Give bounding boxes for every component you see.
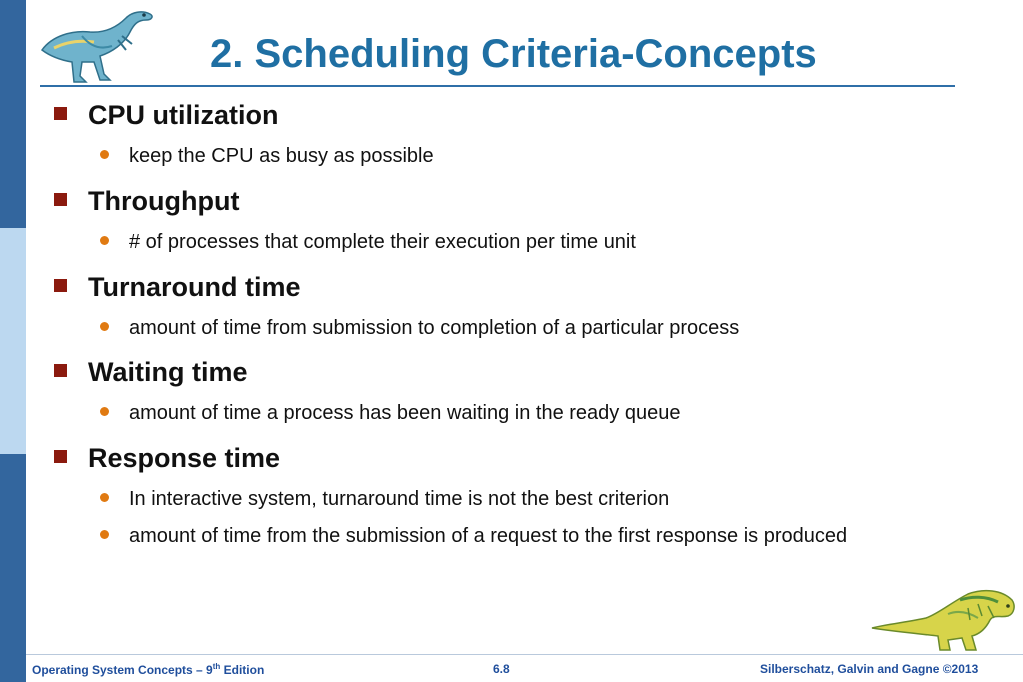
square-bullet-icon (54, 279, 67, 292)
left-sidebar-stripe (0, 0, 26, 682)
footer-book-title-text: Operating System Concepts – 9 (32, 663, 213, 677)
bullet-heading: Waiting time (88, 357, 248, 387)
sub-bullet-text: # of processes that complete their execution per time unit (129, 231, 636, 253)
title-underline (40, 85, 955, 87)
footer-edition-text: Edition (220, 663, 265, 677)
footer-superscript: th (212, 662, 221, 671)
sidebar-segment-top (0, 0, 26, 228)
footer-book-title (32, 662, 264, 677)
bullet-heading: Throughput (88, 186, 240, 216)
sub-bullet-text: amount of time from submission to completion of a particular process (129, 317, 740, 339)
bullet-heading: CPU utilization (88, 100, 279, 130)
circle-bullet-icon (100, 493, 109, 502)
circle-bullet-icon (100, 322, 109, 331)
square-bullet-icon (54, 364, 67, 377)
footer-page-number: 6.8 (493, 662, 510, 676)
sub-bullet (100, 486, 669, 512)
dinosaur-logo-icon (34, 6, 156, 86)
sidebar-segment-middle (0, 228, 26, 454)
bullet-waiting-time (54, 356, 248, 388)
footer-authors: Silberschatz, Galvin and Gagne ©2013 (760, 662, 979, 676)
circle-bullet-icon (100, 150, 109, 159)
bullet-turnaround-time (54, 271, 301, 303)
sub-bullet (100, 315, 739, 341)
sub-bullet (100, 229, 636, 255)
circle-bullet-icon (100, 407, 109, 416)
slide-title: 2. Scheduling Criteria-Concepts (210, 32, 817, 76)
sub-bullet (100, 400, 680, 426)
dinosaur-footer-logo-icon (868, 584, 1018, 654)
bullet-response-time (54, 442, 280, 474)
sub-bullet-text: amount of time a process has been waiting in the ready queue (129, 402, 681, 424)
sub-bullet-text: keep the CPU as busy as possible (129, 145, 434, 167)
footer-divider (26, 654, 1023, 655)
circle-bullet-icon (100, 236, 109, 245)
sub-bullet-text: In interactive system, turnaround time is not the best criterion (129, 488, 670, 510)
sub-bullet-text: amount of time from the submission of a request to the first response is produced (129, 525, 848, 547)
sidebar-segment-bottom (0, 454, 26, 682)
circle-bullet-icon (100, 530, 109, 539)
square-bullet-icon (54, 107, 67, 120)
bullet-cpu-utilization (54, 99, 279, 131)
sub-bullet (100, 143, 434, 169)
square-bullet-icon (54, 193, 67, 206)
bullet-heading: Response time (88, 443, 281, 473)
square-bullet-icon (54, 450, 67, 463)
sub-bullet (100, 523, 847, 549)
bullet-heading: Turnaround time (88, 272, 301, 302)
bullet-throughput (54, 185, 239, 217)
